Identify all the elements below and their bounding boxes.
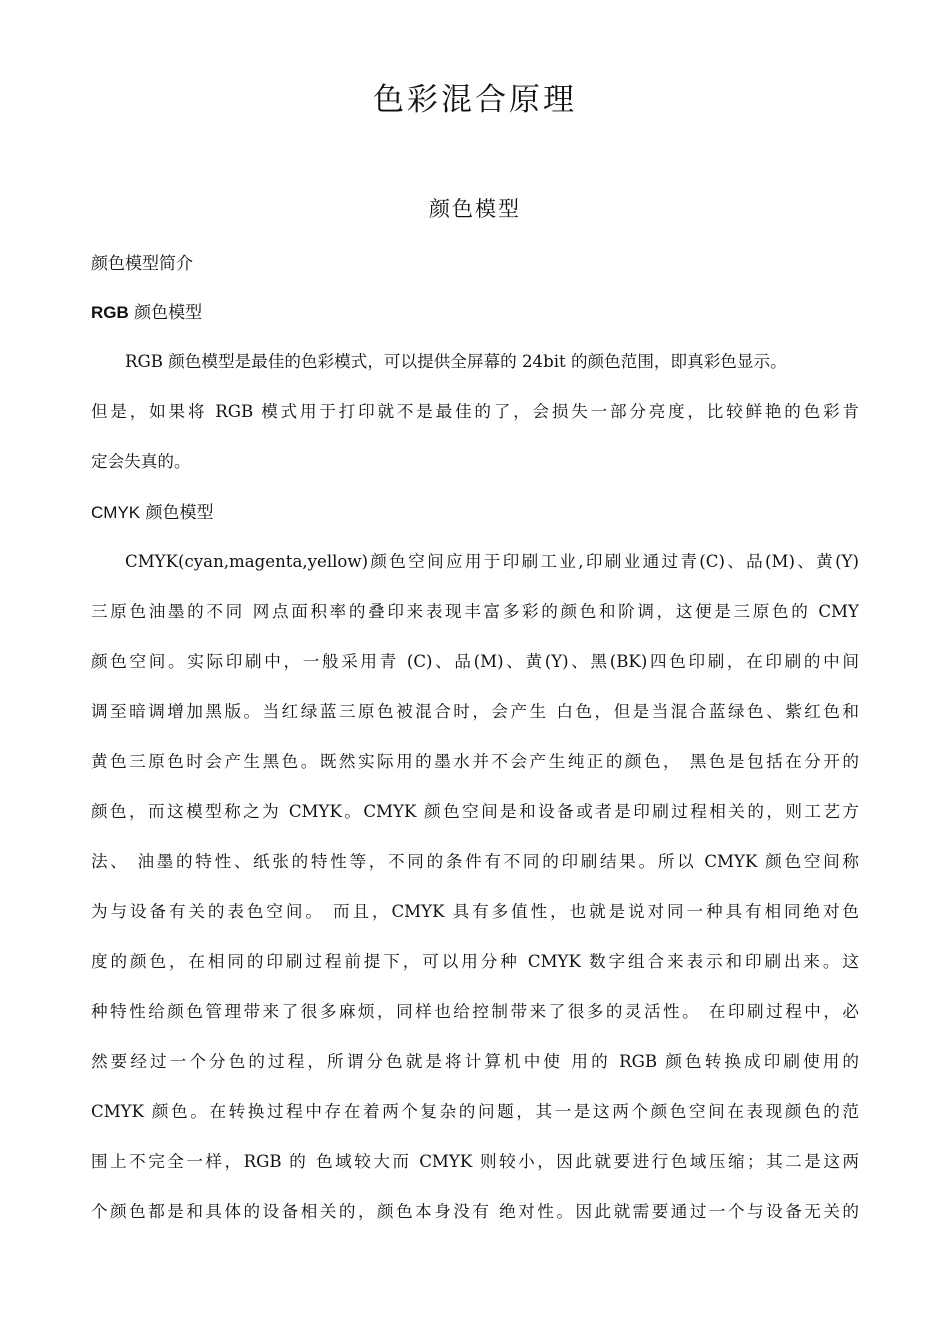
cmyk-paragraph-line: 种特性给颜色管理带来了很多麻烦，同样也给控制带来了很多的灵活性。 在印刷过程中，必 bbox=[91, 1002, 859, 1021]
cmyk-heading-prefix: CMYK bbox=[91, 503, 141, 522]
cmyk-paragraph-line: 黄色三原色时会产生黑色。既然实际用的墨水并不会产生纯正的颜色， 黑色是包括在分开的 bbox=[91, 752, 859, 771]
cmyk-paragraph-line: 然要经过一个分色的过程，所谓分色就是将计算机中使 用的 RGB 颜色转换成印刷使用的 bbox=[91, 1052, 859, 1071]
section-title: 颜色模型 bbox=[429, 197, 521, 221]
rgb-heading-suffix: 颜色模型 bbox=[128, 303, 203, 323]
rgb-paragraph bbox=[91, 337, 859, 487]
cmyk-paragraph bbox=[91, 537, 859, 1237]
cmyk-paragraph-line: 颜色，而这模型称之为 CMYK。CMYK 颜色空间是和设备或者是印刷过程相关的，则工艺方 bbox=[91, 802, 859, 821]
rgb-heading-prefix: RGB bbox=[91, 303, 129, 322]
document-title: 色彩混合原理 bbox=[373, 82, 577, 118]
rgb-heading bbox=[91, 300, 202, 326]
cmyk-paragraph-line: 三原色油墨的不同 网点面积率的叠印来表现丰富多彩的颜色和阶调，这便是三原色的 CMY bbox=[91, 602, 859, 621]
cmyk-paragraph-line: 颜色空间。实际印刷中，一般采用青 (C)、品(M)、黄(Y)、黑(BK)四色印刷，在印刷的中间 bbox=[91, 652, 859, 671]
cmyk-paragraph-line: CMYK(cyan,magenta,yellow)颜色空间应用于印刷工业,印刷业通过青(C)、品(M)、黄(Y) bbox=[125, 552, 859, 571]
cmyk-paragraph-line: CMYK 颜色。在转换过程中存在着两个复杂的问题，其一是这两个颜色空间在表现颜色的范 bbox=[91, 1102, 859, 1121]
cmyk-paragraph-line: 为与设备有关的表色空间。 而且，CMYK 具有多值性，也就是说对同一种具有相同绝对色 bbox=[91, 902, 859, 921]
rgb-paragraph-line: RGB 颜色模型是最佳的色彩模式，可以提供全屏幕的 24bit 的颜色范围，即真彩色显示。 bbox=[125, 352, 787, 371]
cmyk-paragraph-line: 个颜色都是和具体的设备相关的，颜色本身没有 绝对性。因此就需要通过一个与设备无关的 bbox=[91, 1202, 859, 1221]
intro-heading: 颜色模型简介 bbox=[91, 254, 193, 274]
cmyk-paragraph-line: 围上不完全一样，RGB 的 色域较大而 CMYK 则较小，因此就要进行色域压缩；其二是这两 bbox=[91, 1152, 859, 1171]
cmyk-heading-suffix: 颜色模型 bbox=[140, 503, 214, 523]
cmyk-paragraph-line: 调至暗调增加黑版。当红绿蓝三原色被混合时，会产生 白色，但是当混合蓝绿色、紫红色和 bbox=[91, 702, 859, 721]
cmyk-heading bbox=[91, 500, 214, 526]
rgb-paragraph-line: 但是，如果将 RGB 模式用于打印就不是最佳的了，会损失一部分亮度，比较鲜艳的色彩肯 bbox=[91, 402, 859, 421]
cmyk-paragraph-line: 度的颜色，在相同的印刷过程前提下，可以用分种 CMYK 数字组合来表示和印刷出来。这 bbox=[91, 952, 859, 971]
cmyk-paragraph-line: 法、 油墨的特性、纸张的特性等，不同的条件有不同的印刷结果。所以 CMYK 颜色空间称 bbox=[91, 852, 859, 871]
rgb-paragraph-line: 定会失真的。 bbox=[91, 452, 191, 471]
